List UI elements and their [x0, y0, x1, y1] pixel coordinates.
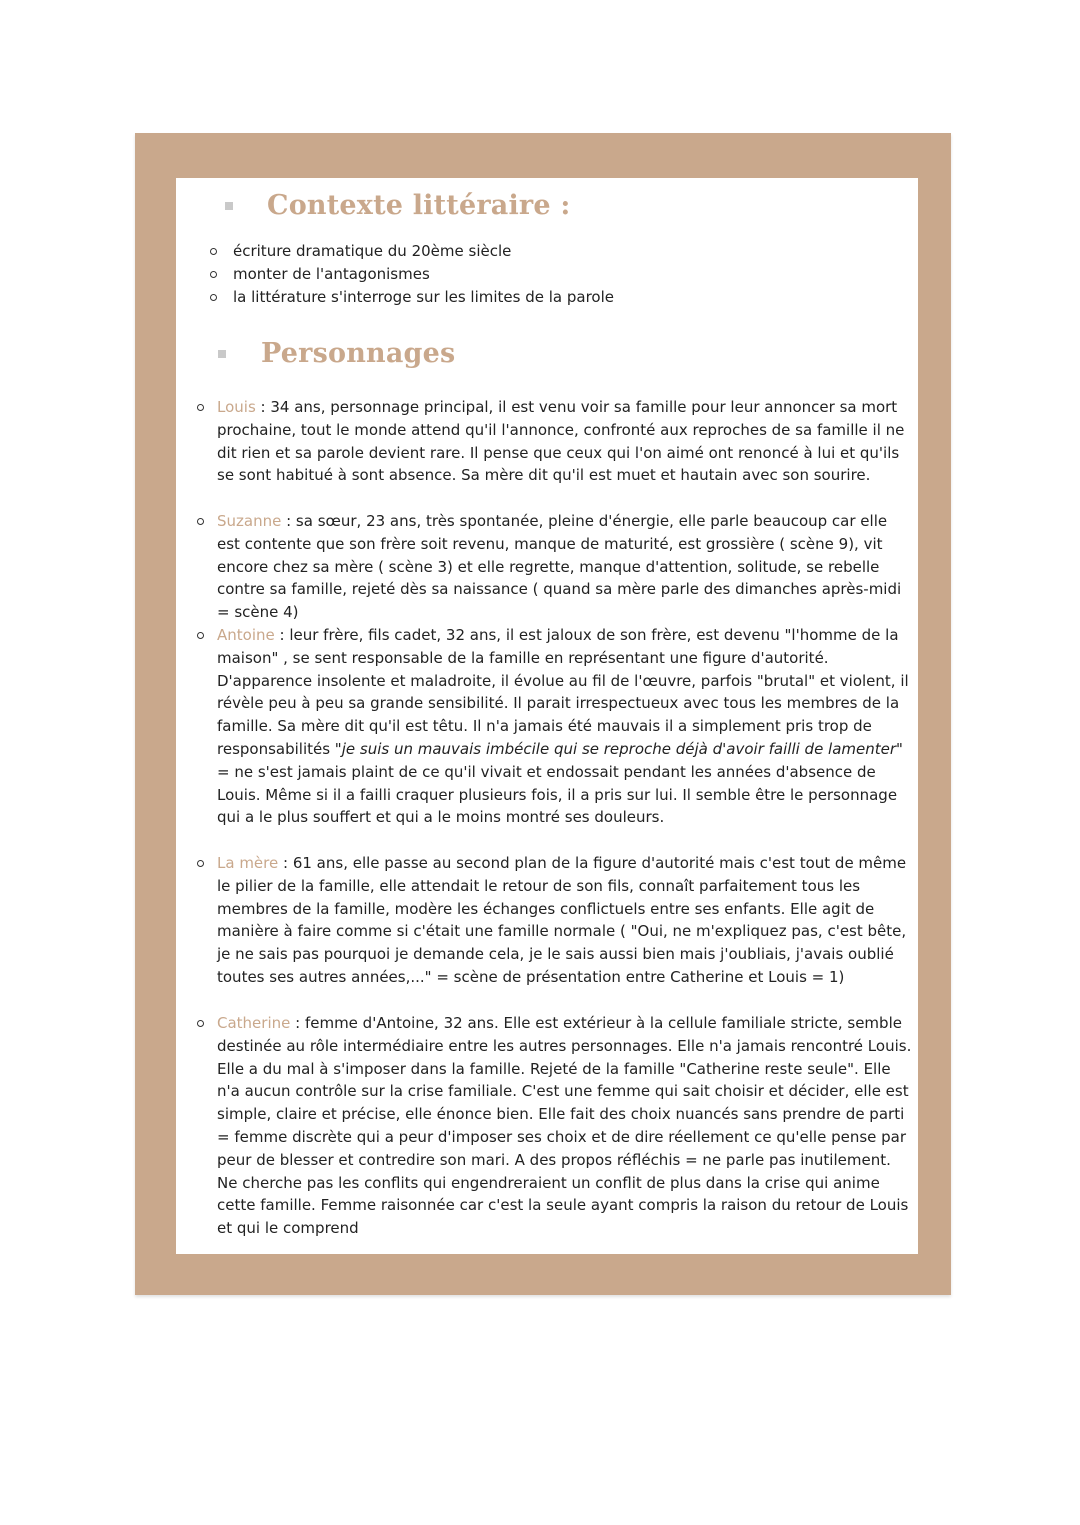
- character-name: Louis: [217, 398, 256, 416]
- page-frame: [135, 133, 951, 1295]
- character-description: : 34 ans, personnage principal, il est venu voir sa famille pour leur annoncer sa mort prochaine, tout le monde attend qu'il l'annonce, confronté aux reproches de sa famille il ne dit rien et sa parole devient rare. Il pense que ceux qui l'on aimé ont renoncé à lui et qu'ils se sont habitué à sont absence. Sa mère dit qu'il est muet et hautain avec son sourire.: [217, 398, 905, 485]
- character-entry-catherine: [196, 1012, 914, 1240]
- circle-bullet-icon: [197, 404, 204, 411]
- context-list: [210, 240, 614, 309]
- section-title: Contexte littéraire :: [267, 190, 571, 221]
- list-item: écriture dramatique du 20ème siècle: [210, 240, 614, 263]
- section-heading-characters: [218, 338, 455, 369]
- character-description: : 61 ans, elle passe au second plan de la figure d'autorité mais c'est tout de même le pilier de la famille, elle attendait le retour de son fils, connaît parfaitement tous les membres de la famille, modère les échanges conflictuels entre ses enfants. Elle agit de manière à faire comme si c'était une famille normale ( "Oui, ne m'expliquez pas, c'est bête, je ne sais pas pourquoi je demande cela, je le sais aussi bien mais j'oubliais, j'avais oublié toutes ses autres années,..." = scène de présentation entre Catherine et Louis = 1): [217, 854, 907, 986]
- circle-bullet-icon: [210, 271, 217, 278]
- character-description: : femme d'Antoine, 32 ans. Elle est extérieur à la cellule familiale stricte, semble destinée au rôle intermédiaire entre les autres personnages. Elle n'a jamais rencontré Louis. Elle a du mal à s'imposer dans la famille. Rejeté de la famille "Catherine reste seule". Elle n'a aucun contrôle sur la crise familiale. C'est une femme qui sait choisir et décider, elle est simple, claire et précise, elle énonce bien. Elle fait des choix nuancés sans prendre de parti = femme discrète qui a peur d'imposer ses choix et de dire réellement ce qu'elle pense par peur de blesser et contredire son mari. A des propos réfléchis = ne parle pas inutilement. Ne cherche pas les conflits qui engendreraient un conflit de plus dans la crise qui anime cette famille. Femme raisonnée car c'est la seule ayant compris la raison du retour de Louis et qui le comprend: [217, 1014, 912, 1238]
- character-name: Antoine: [217, 626, 275, 644]
- character-description: : leur frère, fils cadet, 32 ans, il est jaloux de son frère, est devenu "l'homme de la maison" , se sent responsable de la famille en représentant une figure d'autorité. D'apparence insolente et maladroite, il évolue au fil de l'œuvre, parfois "brutal" et violent, il révèle peu à peu sa grande sensibilité. Il parait irrespectueux avec tous les membres de la famille. Sa mère dit qu'il est têtu. Il n'a jamais été mauvais il a simplement pris trop de responsabilités ": [217, 626, 909, 758]
- character-entry-antoine: [196, 624, 914, 829]
- character-entry-louis: [196, 396, 914, 487]
- character-quote: je suis un mauvais imbécile qui se reproche déjà d'avoir failli de lamenter: [341, 739, 897, 758]
- list-item: monter de l'antagonismes: [210, 263, 614, 286]
- list-item: la littérature s'interroge sur les limites de la parole: [210, 286, 614, 309]
- section-heading-context: [225, 190, 571, 221]
- circle-bullet-icon: [210, 294, 217, 301]
- circle-bullet-icon: [197, 1020, 204, 1027]
- circle-bullet-icon: [197, 860, 204, 867]
- circle-bullet-icon: [197, 632, 204, 639]
- character-description-continued: " = ne s'est jamais plaint de ce qu'il vivait et endossait pendant les années d'absence de Louis. Même si il a failli craquer plusieurs fois, il a pris sur lui. Il semble être le personnage qui a le plus souffert et qui a le moins montré ses douleurs.: [217, 739, 903, 827]
- circle-bullet-icon: [197, 518, 204, 525]
- square-bullet-icon: [218, 350, 226, 358]
- character-entry-suzanne: [196, 510, 914, 624]
- character-name: Catherine: [217, 1014, 291, 1032]
- square-bullet-icon: [225, 202, 233, 210]
- character-description: : sa sœur, 23 ans, très spontanée, pleine d'énergie, elle parle beaucoup car elle est contente que son frère soit revenu, manque de maturité, est grossière ( scène 9), vit encore chez sa mère ( scène 3) et elle regrette, manque d'attention, solitude, se rebelle contre sa famille, rejeté dès sa naissance ( quand sa mère parle des dimanches après-midi = scène 4): [217, 512, 902, 622]
- circle-bullet-icon: [210, 248, 217, 255]
- character-name: La mère: [217, 854, 279, 872]
- section-title: Personnages: [261, 338, 456, 369]
- character-name: Suzanne: [217, 512, 282, 530]
- document-sheet: [176, 178, 918, 1254]
- character-entry-mere: [196, 852, 914, 989]
